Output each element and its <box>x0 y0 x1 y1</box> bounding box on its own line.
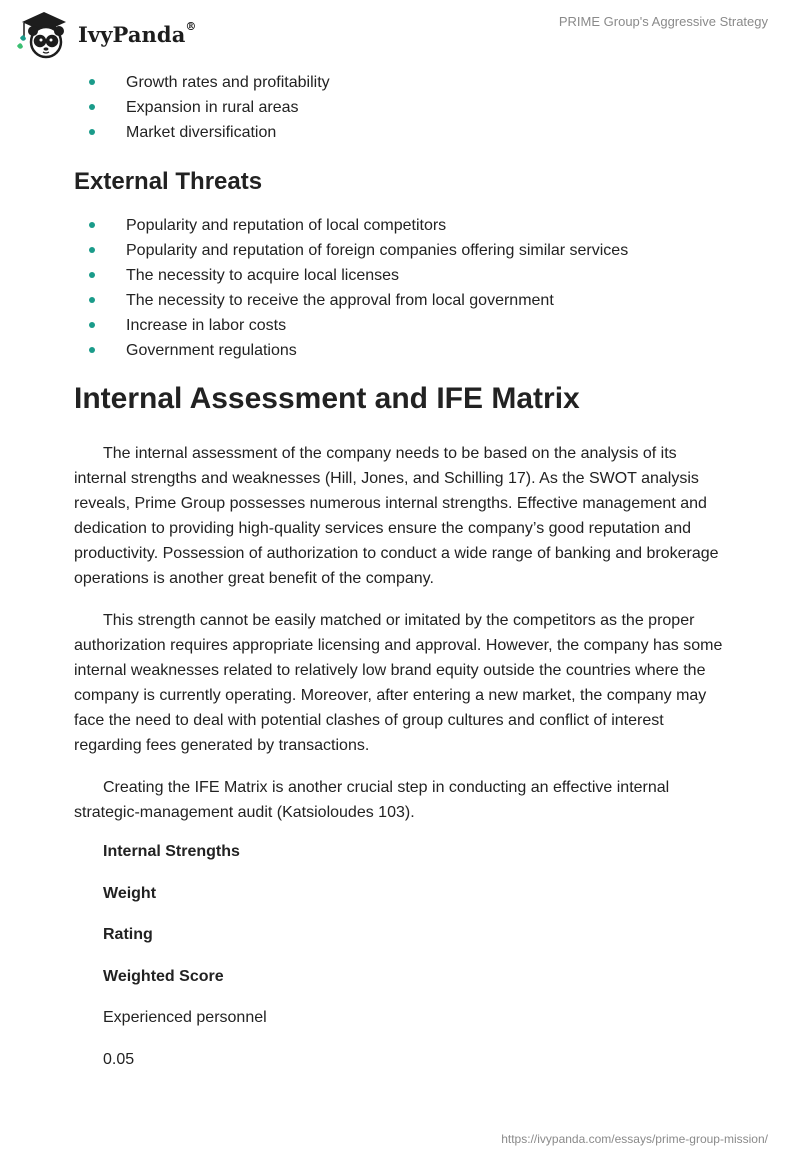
list-item: Popularity and reputation of local competitors <box>74 213 728 238</box>
source-url[interactable]: https://ivypanda.com/essays/prime-group-mission/ <box>501 1132 768 1146</box>
opportunities-list <box>74 70 728 145</box>
article-content <box>74 70 728 1091</box>
list-item: The necessity to acquire local licenses <box>74 263 728 288</box>
list-item: Market diversification <box>74 120 728 145</box>
external-threats-heading: External Threats <box>74 168 263 195</box>
ife-matrix-table <box>74 842 728 1070</box>
table-cell: Experienced personnel <box>103 1009 267 1026</box>
paragraph: This strength cannot be easily matched or imitated by the competitors as the proper authorization requires appropriate licensing and approval. However, the company has some internal weaknesses related to relatively low brand equity outside the countries where the company is currently operating. Moreover, after entering a new market, the company may face the need to deal with potential clashes of group cultures and conflict of interest regarding fees generated by transactions. <box>74 612 723 754</box>
list-item: Increase in labor costs <box>74 313 728 338</box>
paragraph: The internal assessment of the company needs to be based on the analysis of its internal strengths and weaknesses (Hill, Jones, and Schilling 17). As the SWOT analysis reveals, Prime Group possesses numerous internal strengths. Effective management and dedication to providing high-quality services ensure the company’s good reputation and productivity. Possession of authorization to conduct a wide range of banking and brokerage operations is another great benefit of the company. <box>74 445 719 587</box>
list-item: The necessity to receive the approval from local government <box>74 288 728 313</box>
table-header-cell: Internal Strengths <box>103 843 240 860</box>
table-header-cell: Weight <box>103 884 157 902</box>
table-header-cell: Weighted Score <box>103 967 224 985</box>
internal-assessment-heading: Internal Assessment and IFE Matrix <box>74 382 580 415</box>
list-item: Growth rates and profitability <box>74 70 728 95</box>
ivypanda-logo[interactable] <box>14 8 197 60</box>
external-threats-list <box>74 213 728 363</box>
paragraph: Creating the IFE Matrix is another crucial step in conducting an effective internal strategic-management audit (Katsioloudes 103). <box>74 779 670 821</box>
table-cell: 0.05 <box>103 1050 135 1068</box>
page-header <box>0 0 800 70</box>
document-title: PRIME Group's Aggressive Strategy <box>558 14 768 29</box>
list-item: Popularity and reputation of foreign companies offering similar services <box>74 238 728 263</box>
list-item: Expansion in rural areas <box>74 95 728 120</box>
list-item: Government regulations <box>74 338 728 363</box>
panda-logo-icon <box>14 8 74 60</box>
logo-wordmark: IvyPanda® <box>78 19 197 47</box>
table-header-cell: Rating <box>103 926 153 943</box>
